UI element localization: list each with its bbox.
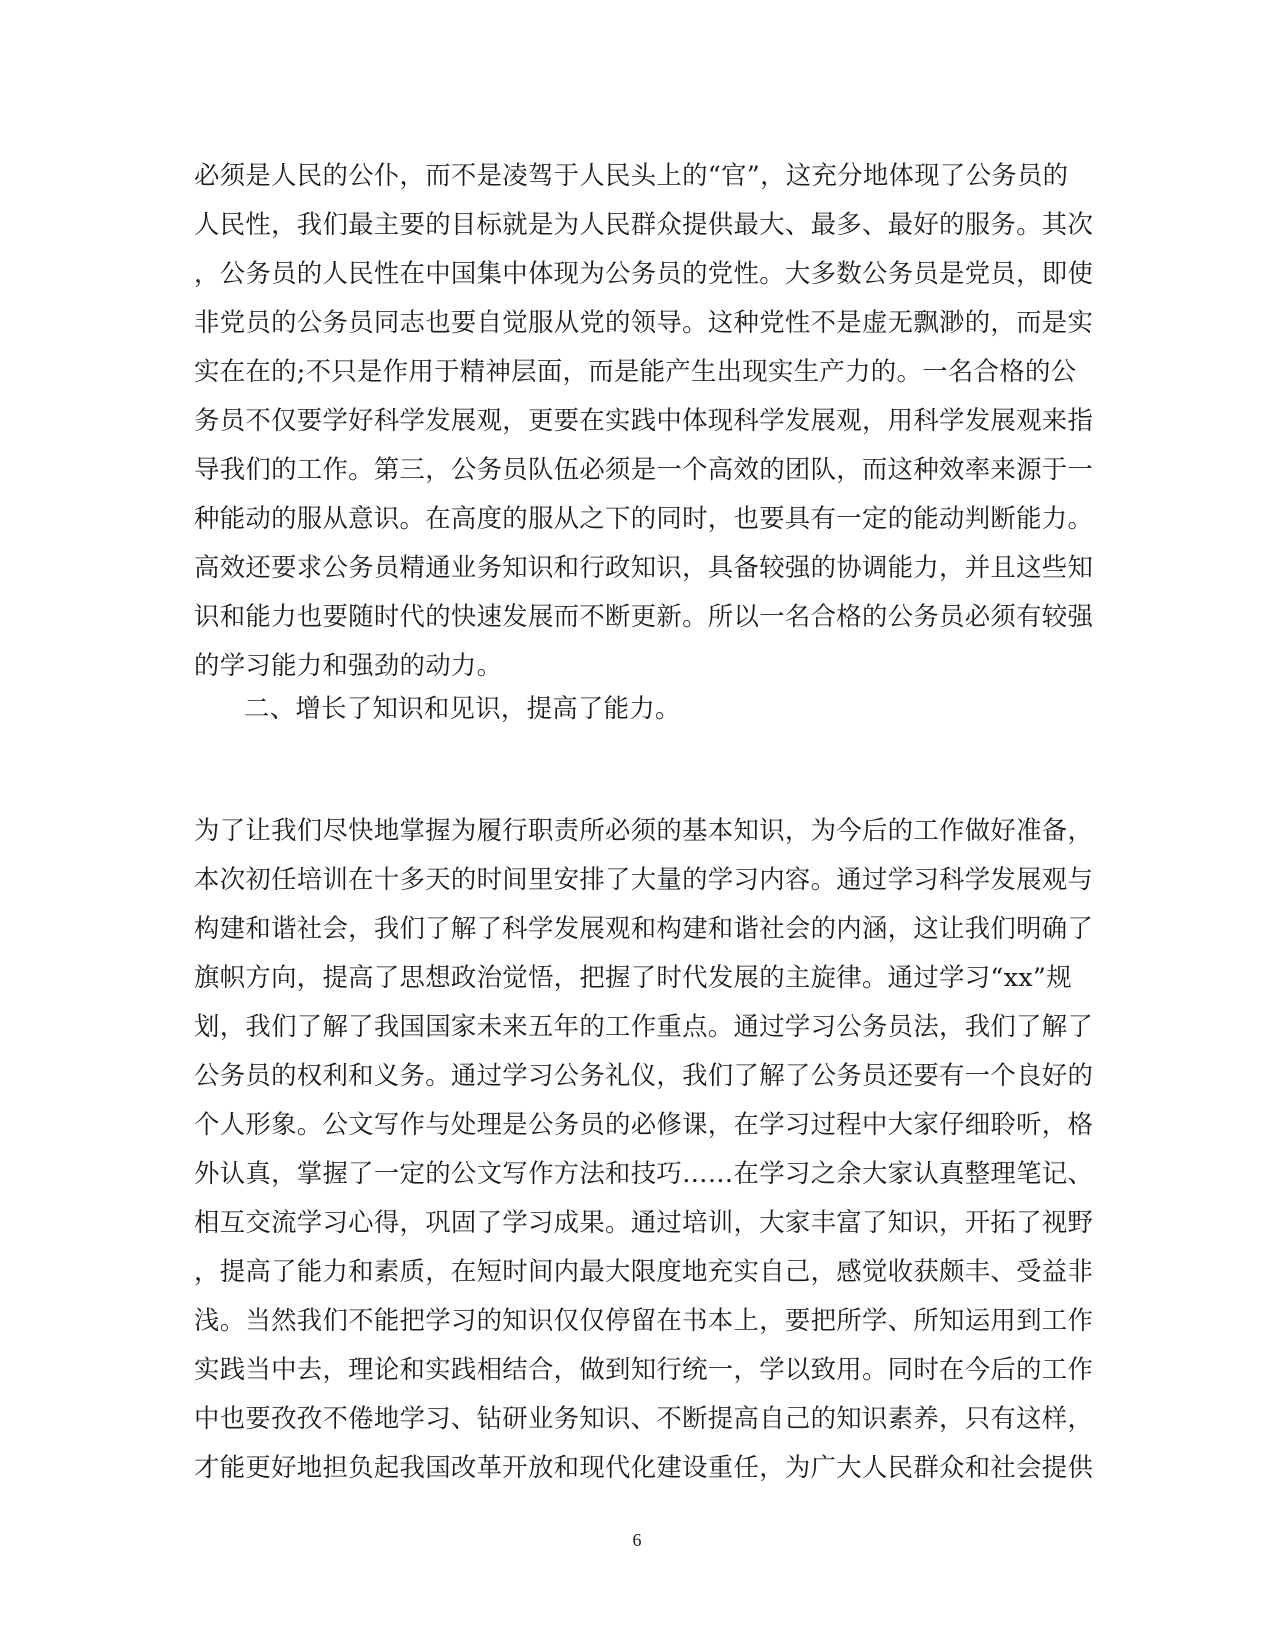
- text-line: 旗帜方向，提高了思想政治觉悟，把握了时代发展的主旋律。通过学习“xx”规: [194, 962, 1072, 992]
- text-line: 相互交流学习心得，巩固了学习成果。通过培训，大家丰富了知识，开拓了视野: [194, 1207, 1094, 1237]
- text-line: 公务员的权利和义务。通过学习公务礼仪，我们了解了公务员还要有一个良好的: [194, 1060, 1094, 1090]
- text-line: 中也要孜孜不倦地学习、钻研业务知识、不断提高自己的知识素养，只有这样，: [194, 1403, 1094, 1433]
- paragraph-knowledge-growth: [194, 806, 1094, 1492]
- text-line: 才能更好地担负起我国改革开放和现代化建设重任，为广大人民群众和社会提供: [194, 1452, 1094, 1482]
- text-line: 人民性，我们最主要的目标就是为人民群众提供最大、最多、最好的服务。其次: [194, 209, 1094, 239]
- text-line: 构建和谐社会，我们了解了科学发展观和构建和谐社会的内涵，这让我们明确了: [194, 913, 1094, 943]
- text-line: 的学习能力和强劲的动力。: [194, 650, 503, 680]
- text-line: 实在在的;不只是作用于精神层面，而是能产生出现实生产力的。一名合格的公: [194, 356, 1077, 386]
- text-line: 实践当中去，理论和实践相结合，做到知行统一，学以致用。同时在今后的工作: [194, 1354, 1094, 1384]
- text-line: 必须是人民的公仆，而不是凌驾于人民头上的“官”，这充分地体现了公务员的: [194, 160, 1069, 190]
- text-line: 本次初任培训在十多天的时间里安排了大量的学习内容。通过学习科学发展观与: [194, 864, 1094, 894]
- text-line: ，公务员的人民性在中国集中体现为公务员的党性。大多数公务员是党员，即使: [194, 258, 1094, 288]
- text-line: ，提高了能力和素质，在短时间内最大限度地充实自己，感觉收获颇丰、受益非: [194, 1256, 1094, 1286]
- text-line: 高效还要求公务员精通业务知识和行政知识，具备较强的协调能力，并且这些知: [194, 552, 1094, 582]
- text-line: 非党员的公务员同志也要自觉服从党的领导。这种党性不是虚无飘渺的，而是实: [194, 307, 1094, 337]
- text-line: 为了让我们尽快地掌握为履行职责所必须的基本知识，为今后的工作做好准备，: [194, 815, 1094, 845]
- text-line: 识和能力也要随时代的快速发展而不断更新。所以一名合格的公务员必须有较强: [194, 601, 1094, 631]
- paragraph-public-servant-qualities: [194, 151, 1094, 690]
- section-heading-text: 二、增长了知识和见识，提高了能力。: [244, 693, 681, 723]
- text-line: 划，我们了解了我国国家未来五年的工作重点。通过学习公务员法，我们了解了: [194, 1011, 1094, 1041]
- text-line: 务员不仅要学好科学发展观，更要在实践中体现科学发展观，用科学发展观来指: [194, 405, 1094, 435]
- page-number: 6: [632, 1530, 642, 1550]
- text-line: 外认真，掌握了一定的公文写作方法和技巧……在学习之余大家认真整理笔记、: [194, 1158, 1094, 1188]
- text-line: 浅。当然我们不能把学习的知识仅仅停留在书本上，要把所学、所知运用到工作: [194, 1305, 1094, 1335]
- text-line: 导我们的工作。第三，公务员队伍必须是一个高效的团队，而这种效率来源于一: [194, 454, 1094, 484]
- text-line: 个人形象。公文写作与处理是公务员的必修课，在学习过程中大家仔细聆听，格: [194, 1109, 1094, 1139]
- section-heading: [244, 684, 1124, 733]
- text-line: 种能动的服从意识。在高度的服从之下的同时，也要具有一定的能动判断能力。: [194, 503, 1094, 533]
